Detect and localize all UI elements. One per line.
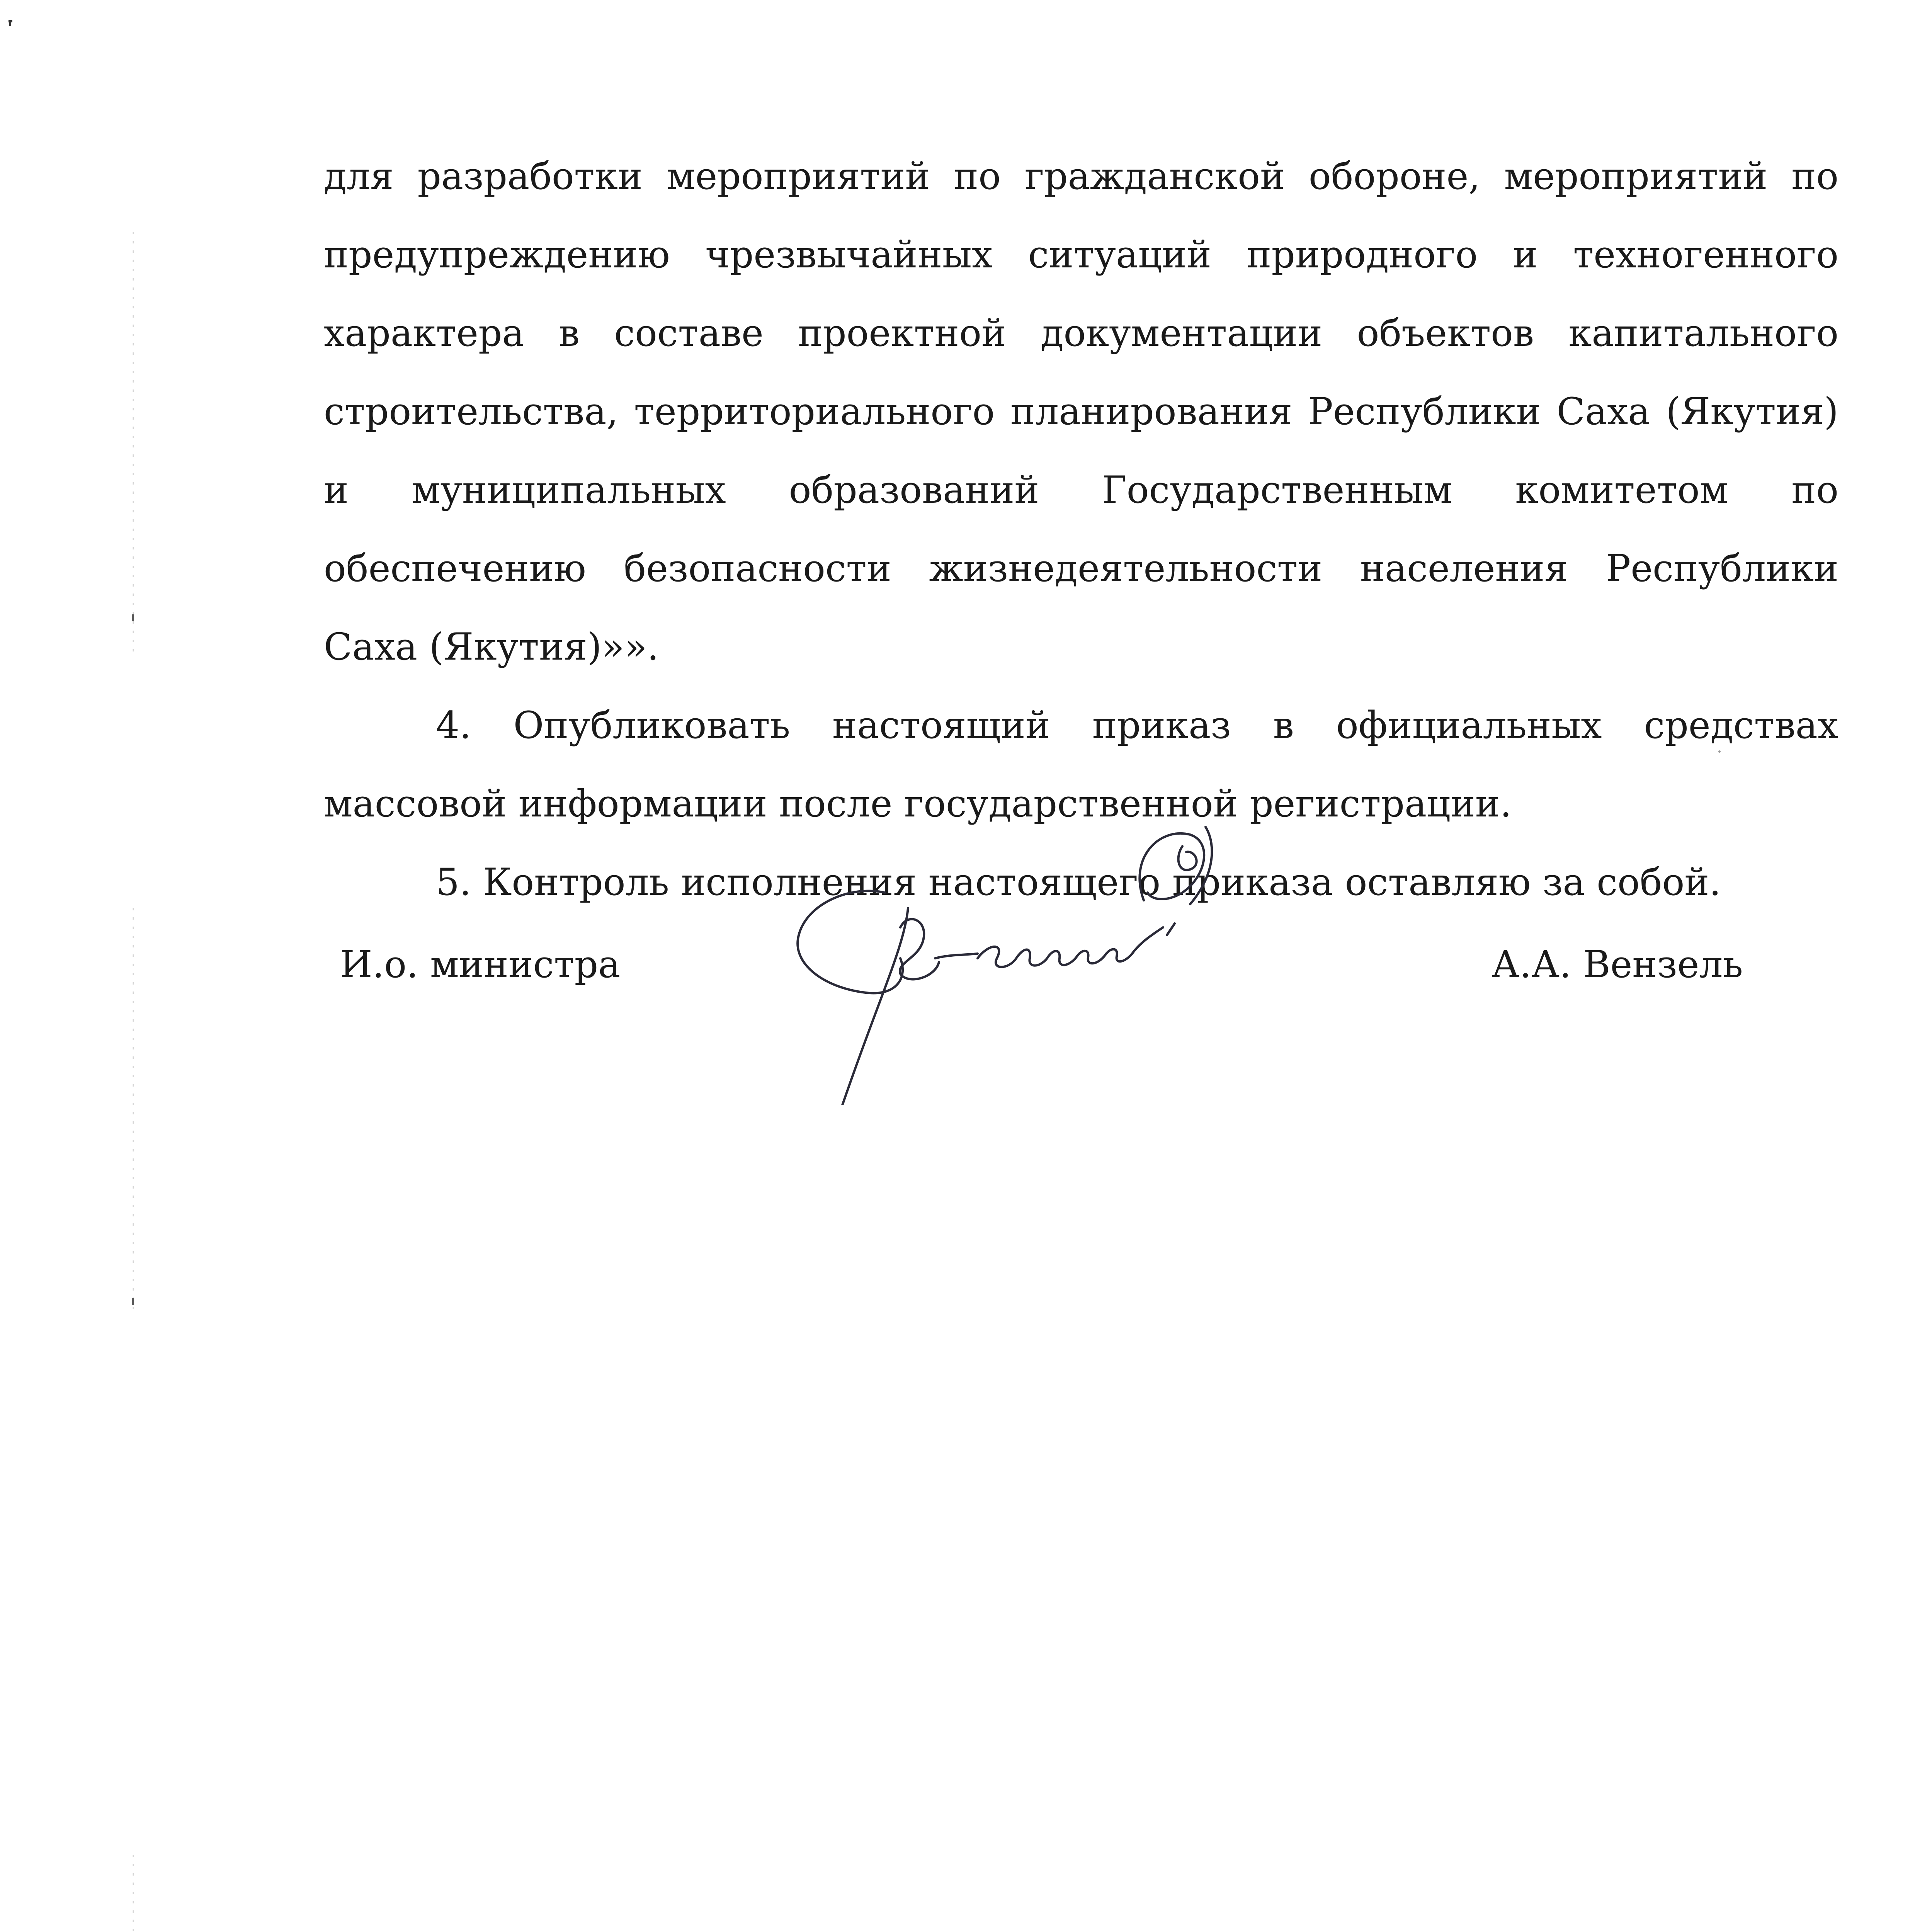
paragraph-continuation: для разработки мероприятий по гражданской обороне, мероприятий по предупреждению чрезвычайных ситуаций природного и техногенного характера в составе проектной документации объектов капитального строительства, территориального планирования Республики Саха (Якутия) и муниципальных образований Государственным комитетом по обеспечению безопасности жизнедеятельности населения Республики Саха (Якутия)»». (324, 155, 1838, 668)
signature-row (0, 943, 1932, 1020)
signer-name: А.А. Вензель (1492, 943, 1743, 986)
signer-position: И.о. министра (340, 943, 621, 986)
paragraph-item-4: 4. Опубликовать настоящий приказ в официальных средствах массовой информации после государственной регистрации. (324, 704, 1838, 825)
paragraph-item-5: 5. Контроль исполнения настоящего приказа оставляю за собой. (436, 861, 1721, 904)
order-text (324, 137, 1838, 922)
